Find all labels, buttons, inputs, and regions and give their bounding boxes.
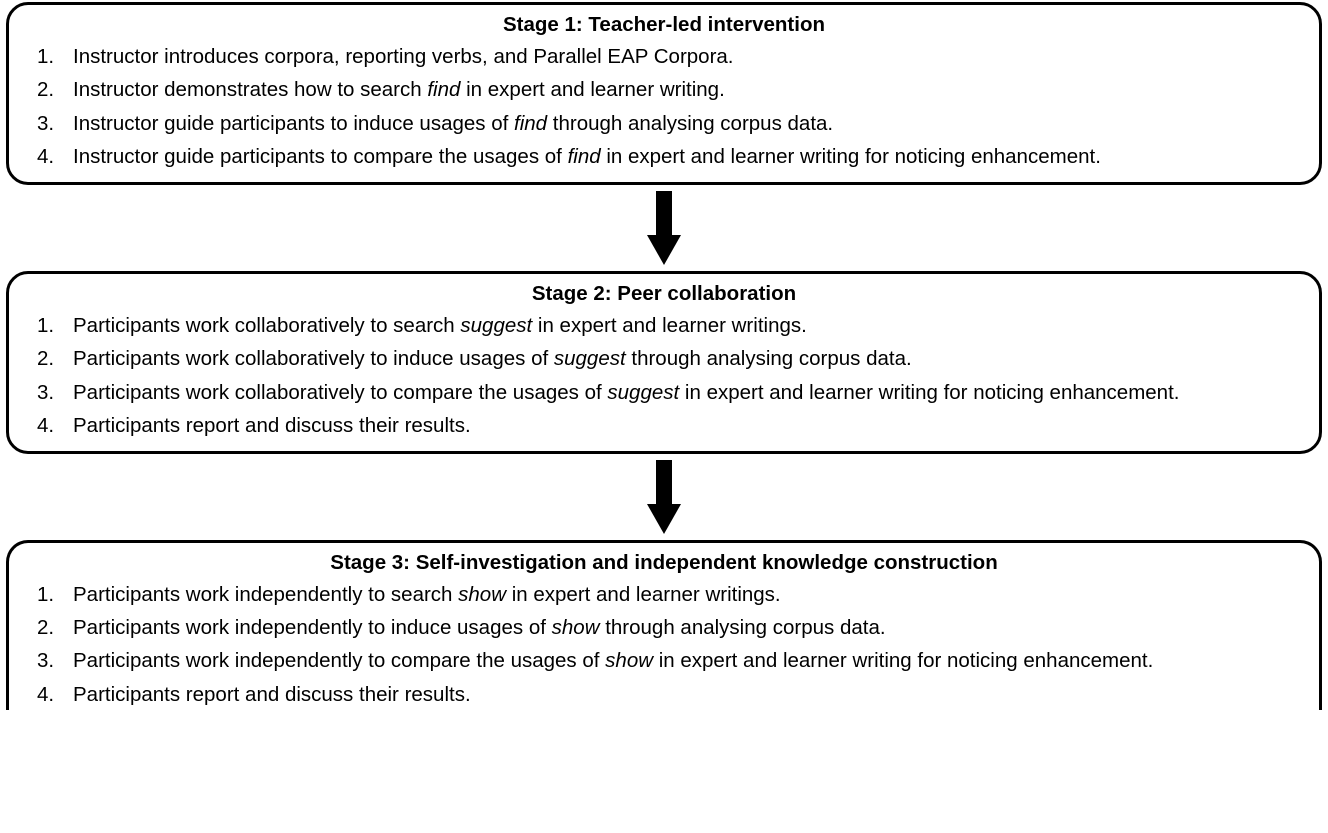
step-text: Participants work independently to search show in expert and learner writings. <box>73 583 781 607</box>
keyword-suggest: suggest <box>460 314 533 338</box>
step-text: Instructor demonstrates how to search find in expert and learner writing. <box>73 78 725 102</box>
down-arrow-icon <box>647 191 681 265</box>
step-text: Instructor guide participants to compare the usages of find in expert and learner writing for noticing enhancement. <box>73 144 1101 168</box>
arrow-head <box>647 235 681 265</box>
keyword-find: find <box>567 144 601 168</box>
arrow-shaft <box>656 191 672 239</box>
keyword-suggest: suggest <box>553 347 626 371</box>
stage-box-2 <box>6 271 1322 454</box>
list-item <box>23 410 1305 441</box>
list-item <box>23 74 1305 105</box>
step-text: Instructor introduces corpora, reporting verbs, and Parallel EAP Corpora. <box>73 45 734 69</box>
list-item <box>23 310 1305 341</box>
step-number: 4. <box>37 144 55 168</box>
stage-box-1 <box>6 2 1322 185</box>
arrow-head <box>647 504 681 534</box>
stage-title-1: Stage 1: Teacher-led intervention <box>502 13 825 36</box>
stage-title-3: Stage 3: Self-investigation and independent knowledge construction <box>330 550 998 574</box>
step-text: Participants work collaboratively to induce usages of suggest through analysing corpus data. <box>73 347 912 371</box>
step-number: 4. <box>37 413 55 437</box>
keyword-show: show <box>551 616 600 640</box>
arrow-shaft <box>656 460 672 508</box>
step-number: 3. <box>37 111 55 135</box>
step-number: 3. <box>37 649 55 673</box>
step-number: 2. <box>37 78 55 102</box>
step-text: Participants work collaboratively to search suggest in expert and learner writings. <box>73 314 807 338</box>
step-text: Participants work collaboratively to compare the usages of suggest in expert and learner writing for noticing enhancement. <box>73 380 1180 404</box>
stage-3-step-list <box>23 579 1305 710</box>
keyword-show: show <box>605 649 654 673</box>
list-item <box>23 579 1305 610</box>
list-item <box>23 141 1305 172</box>
step-text: Instructor guide participants to induce usages of find through analysing corpus data. <box>73 111 834 135</box>
list-item <box>23 108 1305 139</box>
list-item <box>23 41 1305 72</box>
stage-box-3 <box>6 540 1322 710</box>
step-number: 1. <box>37 45 55 69</box>
step-text: Participants report and discuss their results. <box>73 413 471 437</box>
stage-title-2: Stage 2: Peer collaboration <box>531 281 797 305</box>
stage-1-step-list <box>23 41 1305 172</box>
keyword-suggest: suggest <box>607 380 680 404</box>
step-number: 3. <box>37 380 55 404</box>
stage-2-step-list <box>23 310 1305 441</box>
step-number: 2. <box>37 347 55 371</box>
connector-2-wrapper <box>6 454 1322 540</box>
down-arrow-icon <box>647 460 681 534</box>
step-text: Participants work independently to induce usages of show through analysing corpus data. <box>73 616 886 640</box>
list-item <box>23 377 1305 408</box>
list-item <box>23 645 1305 676</box>
step-number: 2. <box>37 616 55 640</box>
step-text: Participants report and discuss their results. <box>73 682 471 706</box>
step-text: Participants work independently to compare the usages of show in expert and learner writing for noticing enhancement. <box>73 649 1154 673</box>
list-item <box>23 612 1305 643</box>
keyword-find: find <box>427 78 461 102</box>
step-number: 1. <box>37 583 55 607</box>
step-number: 1. <box>37 314 55 338</box>
list-item <box>23 679 1305 710</box>
keyword-show: show <box>458 583 507 607</box>
list-item <box>23 343 1305 374</box>
connector-1-wrapper <box>6 185 1322 271</box>
step-number: 4. <box>37 682 55 706</box>
keyword-find: find <box>514 111 548 135</box>
